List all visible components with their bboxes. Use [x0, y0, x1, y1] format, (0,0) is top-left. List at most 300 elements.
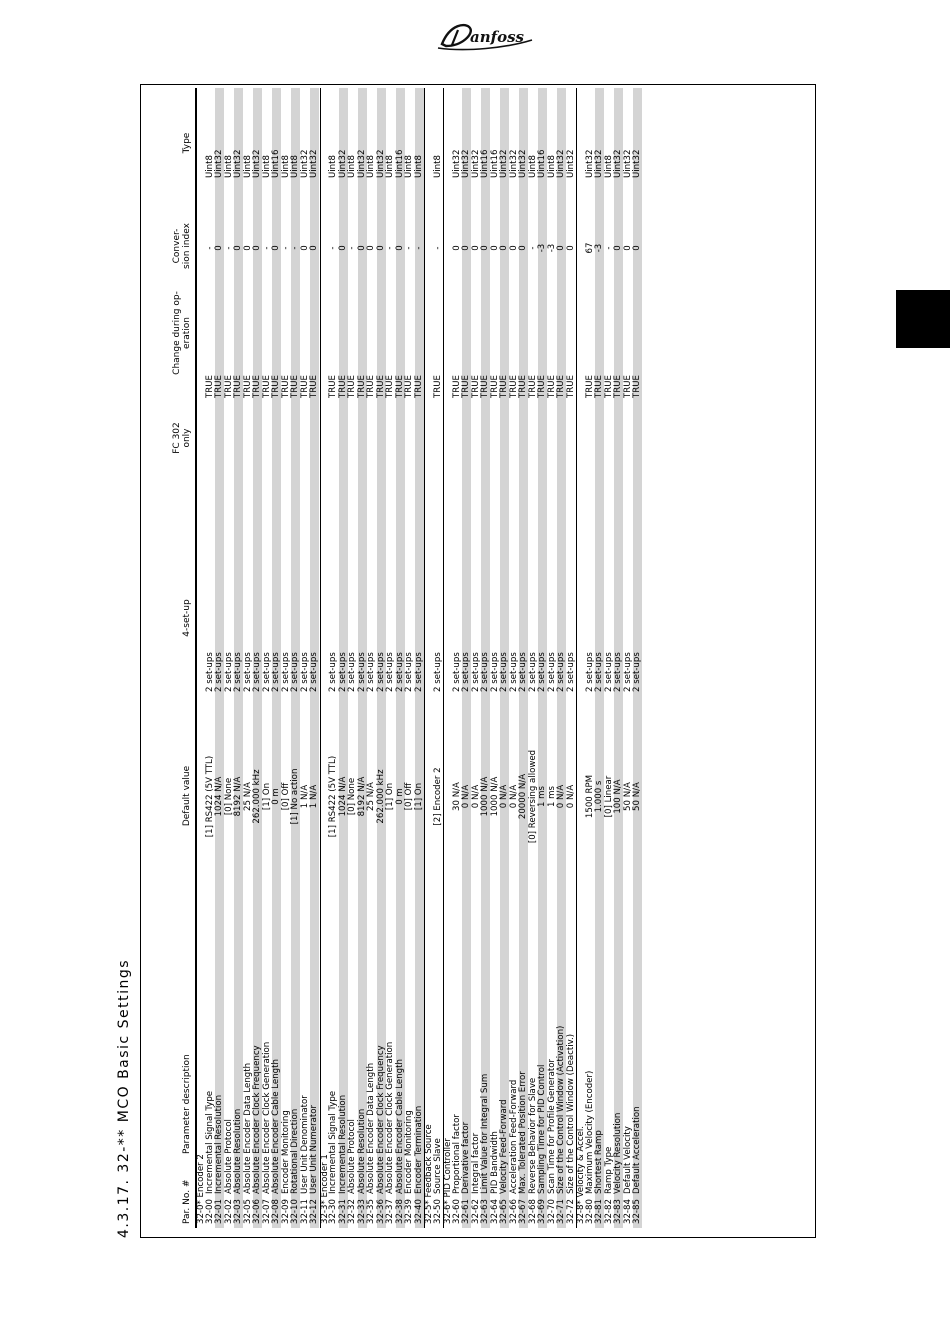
cell-setup: 2 set-ups	[252, 652, 262, 692]
cell-par-no: 32-82	[603, 1199, 614, 1224]
cell-setup: 2 set-ups	[223, 652, 234, 692]
cell-description: Rotational Direction	[290, 1108, 300, 1194]
cell-conversion-index: -	[328, 246, 338, 250]
cell-fc302	[614, 413, 623, 503]
header-par-no: Par. No. #	[181, 1179, 192, 1224]
cell-par-no: 32-61	[461, 1199, 471, 1224]
cell-setup: 2 set-ups	[499, 652, 509, 692]
cell-par-no: 32-84	[622, 1199, 633, 1224]
cell-change-during-op: TRUE	[404, 375, 414, 398]
cell-conversion-index: 67	[584, 242, 595, 254]
cell-default-value: 20000 N/A	[518, 773, 528, 820]
cell-fc302	[415, 413, 424, 503]
cell-fc302	[472, 413, 481, 503]
cell-type: Uint32	[451, 149, 462, 178]
cell-par-no: 32-09	[280, 1199, 291, 1224]
cell-fc302	[367, 413, 376, 503]
cell-setup: 2 set-ups	[233, 652, 243, 692]
cell-description: Encoder Termination	[413, 1105, 424, 1194]
table-row	[481, 88, 490, 1228]
cell-description: Absolute Encoder Data Length	[242, 1062, 253, 1194]
table-row	[614, 88, 623, 1228]
cell-type: Uint8	[261, 155, 272, 178]
header-type: Type	[181, 132, 192, 154]
cell-par-no: 32-10	[290, 1199, 300, 1224]
cell-conversion-index: 0	[309, 245, 319, 251]
cell-conversion-index: 0	[461, 245, 471, 251]
cell-description: Max. Tolerated Position Error	[518, 1071, 528, 1194]
cell-conversion-index: -3	[594, 243, 604, 253]
cell-type: Uint8	[328, 155, 338, 178]
cell-change-during-op: TRUE	[470, 375, 481, 398]
cell-change-during-op: TRUE	[451, 375, 462, 398]
cell-type: Uint32	[252, 149, 262, 178]
cell-par-no: 32-71	[556, 1199, 566, 1224]
cell-description: Absolute Resolution	[233, 1108, 243, 1194]
cell-conversion-index: 0	[565, 245, 576, 251]
cell-change-during-op: TRUE	[413, 375, 424, 398]
cell-default-value: 1 ms	[546, 785, 557, 808]
cell-fc302	[377, 413, 386, 503]
cell-setup: 2 set-ups	[356, 652, 367, 692]
cell-par-no: 32-30	[328, 1199, 338, 1224]
cell-change-during-op: TRUE	[461, 375, 471, 398]
cell-setup: 2 set-ups	[470, 652, 481, 692]
cell-fc302	[491, 413, 500, 503]
header-fc302-line1: FC 302	[172, 422, 183, 454]
cell-description: Ramp Type	[603, 1146, 614, 1194]
cell-par-no: 32-33	[356, 1199, 367, 1224]
group-label: 32-6* PID Controller	[443, 1138, 453, 1224]
cell-par-no: 32-08	[271, 1199, 281, 1224]
cell-conversion-index: 0	[451, 245, 462, 251]
cell-setup: 2 set-ups	[565, 652, 576, 692]
cell-par-no: 32-03	[233, 1199, 243, 1224]
cell-default-value: 0 N/A	[499, 784, 509, 809]
cell-setup: 2 set-ups	[613, 652, 623, 692]
cell-setup: 2 set-ups	[489, 652, 500, 692]
cell-type: Uint8	[347, 155, 357, 178]
cell-type: Uint16	[480, 149, 490, 178]
cell-type: Uint8	[204, 155, 215, 178]
table-row	[234, 88, 243, 1228]
cell-description: Derivative factor	[461, 1121, 471, 1194]
cell-type: Uint16	[394, 149, 405, 178]
cell-setup: 2 set-ups	[632, 652, 642, 692]
cell-conversion-index: 0	[394, 245, 405, 251]
cell-description: User Unit Numerator	[309, 1104, 319, 1194]
header-setup: 4-set-up	[181, 599, 192, 637]
table-row	[595, 88, 604, 1228]
cell-change-during-op: TRUE	[299, 375, 310, 398]
cell-type: Uint32	[233, 149, 243, 178]
cell-conversion-index: -	[603, 246, 614, 250]
cell-par-no: 32-31	[337, 1199, 348, 1224]
cell-setup: 2 set-ups	[394, 652, 405, 692]
cell-default-value: 1500 RPM	[584, 774, 595, 819]
cell-type: Uint8	[290, 155, 300, 178]
cell-description: Size of the Control Window (Activation)	[556, 1025, 566, 1194]
cell-fc302	[358, 413, 367, 503]
cell-par-no: 32-72	[565, 1199, 576, 1224]
group-row	[424, 88, 433, 1228]
cell-fc302	[234, 413, 243, 503]
cell-par-no: 32-64	[489, 1199, 500, 1224]
header-change	[173, 278, 192, 388]
cell-description: Absolute Encoder Cable Length	[271, 1059, 281, 1194]
cell-type: Uint16	[271, 149, 281, 178]
header-conversion	[173, 214, 192, 278]
cell-setup: 2 set-ups	[584, 652, 595, 692]
danfoss-logo	[436, 18, 534, 54]
cell-description: Velocity Feed-Forward	[499, 1099, 509, 1194]
cell-par-no: 32-62	[470, 1199, 481, 1224]
group-label: 32-8* Velocity & Accel.	[576, 1126, 586, 1224]
cell-setup: 2 set-ups	[204, 652, 215, 692]
cell-fc302	[301, 413, 310, 503]
cell-change-during-op: TRUE	[385, 375, 395, 398]
cell-default-value: 1 N/A	[309, 784, 319, 809]
cell-setup: 2 set-ups	[366, 652, 376, 692]
cell-type: Uint8	[413, 155, 424, 178]
cell-fc302	[462, 413, 471, 503]
cell-change-during-op: TRUE	[280, 375, 291, 398]
chapter-tab	[896, 290, 950, 348]
cell-default-value: 0 N/A	[565, 784, 576, 809]
cell-conversion-index: 0	[299, 245, 310, 251]
cell-description: Reverse Behavior for Slave	[527, 1077, 538, 1194]
cell-description: Incremental Resolution	[337, 1094, 348, 1194]
cell-par-no: 32-83	[613, 1199, 623, 1224]
cell-par-no: 32-66	[508, 1199, 519, 1224]
table-row	[215, 88, 224, 1228]
cell-setup: 2 set-ups	[214, 652, 224, 692]
cell-conversion-index: -	[432, 246, 443, 250]
cell-type: Uint32	[556, 149, 566, 178]
table-row	[291, 88, 300, 1228]
header-change-line1: Change during op-	[172, 291, 183, 375]
cell-change-during-op: TRUE	[233, 375, 243, 398]
cell-setup: 2 set-ups	[271, 652, 281, 692]
table-row	[557, 88, 566, 1228]
cell-default-value: 25 N/A	[366, 782, 376, 811]
cell-fc302	[538, 413, 547, 503]
cell-change-during-op: TRUE	[613, 375, 623, 398]
cell-conversion-index: 0	[632, 245, 642, 251]
cell-default-value: 1.000 s	[594, 780, 604, 813]
cell-fc302	[548, 413, 557, 503]
header-conv-line2: sion index	[181, 223, 192, 269]
cell-type: Uint16	[489, 149, 500, 178]
cell-description: Absolute Encoder Clock Generation	[385, 1041, 395, 1194]
cell-fc302	[348, 413, 357, 503]
cell-default-value: 100 N/A	[613, 779, 623, 814]
cell-type: Uint32	[518, 149, 528, 178]
cell-par-no: 32-01	[214, 1199, 224, 1224]
cell-conversion-index: -	[290, 246, 300, 250]
header-rule	[195, 88, 196, 1228]
table-row	[538, 88, 547, 1228]
cell-par-no: 32-05	[242, 1199, 253, 1224]
cell-setup: 2 set-ups	[337, 652, 348, 692]
cell-conversion-index: 0	[518, 245, 528, 251]
cell-par-no: 32-12	[309, 1199, 319, 1224]
cell-default-value: 30 N/A	[451, 782, 462, 811]
cell-default-value: 1024 N/A	[337, 776, 348, 817]
cell-description: Scan Time for Profile Generator	[546, 1058, 557, 1194]
cell-par-no: 32-37	[385, 1199, 395, 1224]
cell-par-no: 32-65	[499, 1199, 509, 1224]
cell-description: Encoder Monitoring	[280, 1110, 291, 1194]
cell-par-no: 32-50	[432, 1199, 443, 1224]
header-conv-line1: Conver-	[172, 228, 183, 264]
cell-par-no: 32-85	[632, 1199, 642, 1224]
cell-conversion-index: 0	[470, 245, 481, 251]
table-row	[567, 88, 576, 1228]
cell-par-no: 32-06	[252, 1199, 262, 1224]
cell-conversion-index: 0	[214, 245, 224, 251]
cell-description: Proportional factor	[451, 1114, 462, 1194]
logo-wordmark: anfoss	[470, 28, 524, 46]
table-row	[405, 88, 414, 1228]
cell-description: User Unit Denominator	[299, 1095, 310, 1194]
cell-change-during-op: TRUE	[290, 375, 300, 398]
cell-fc302	[481, 413, 490, 503]
cell-change-during-op: TRUE	[499, 375, 509, 398]
cell-fc302	[225, 413, 234, 503]
header-fc302	[173, 408, 192, 468]
cell-description: Integral factor	[470, 1132, 481, 1194]
cell-type: Uint8	[432, 155, 443, 178]
cell-default-value: [0] Off	[280, 782, 291, 811]
group-label: 32-0* Encoder 2	[196, 1154, 206, 1224]
cell-description: Absolute Encoder Clock Frequency	[252, 1045, 262, 1194]
table-row	[434, 88, 443, 1228]
cell-default-value: 1 ms	[537, 785, 547, 808]
cell-description: Default Velocity	[622, 1126, 633, 1194]
cell-setup: 2 set-ups	[527, 652, 538, 692]
cell-type: Uint32	[299, 149, 310, 178]
cell-setup: 2 set-ups	[622, 652, 633, 692]
cell-description: Absolute Encoder Cable Length	[394, 1059, 405, 1194]
cell-conversion-index: 0	[233, 245, 243, 251]
cell-description: Velocity Resolution	[613, 1112, 623, 1194]
cell-change-during-op: TRUE	[252, 375, 262, 398]
group-row	[196, 88, 205, 1228]
cell-type: Uint32	[499, 149, 509, 178]
cell-type: Uint8	[366, 155, 376, 178]
cell-fc302	[529, 413, 538, 503]
cell-fc302	[386, 413, 395, 503]
cell-conversion-index: -	[204, 246, 215, 250]
cell-par-no: 32-69	[537, 1199, 547, 1224]
cell-description: Incremental Resolution	[214, 1094, 224, 1194]
cell-type: Uint32	[214, 149, 224, 178]
cell-type: Uint32	[337, 149, 348, 178]
cell-par-no: 32-07	[261, 1199, 272, 1224]
cell-change-during-op: TRUE	[394, 375, 405, 398]
cell-fc302	[396, 413, 405, 503]
cell-change-during-op: TRUE	[223, 375, 234, 398]
cell-fc302	[586, 413, 595, 503]
cell-change-during-op: TRUE	[242, 375, 253, 398]
cell-setup: 2 set-ups	[404, 652, 414, 692]
cell-description: Absolute Protocol	[347, 1119, 357, 1194]
cell-default-value: 8192 N/A	[233, 776, 243, 817]
cell-setup: 2 set-ups	[432, 652, 443, 692]
cell-default-value: [1] On	[413, 782, 424, 811]
cell-par-no: 32-40	[413, 1199, 424, 1224]
cell-type: Uint32	[613, 149, 623, 178]
cell-description: PID Bandwidth	[489, 1131, 500, 1194]
cell-default-value: [0] None	[347, 777, 357, 816]
cell-fc302	[567, 413, 576, 503]
cell-conversion-index: 0	[480, 245, 490, 251]
cell-default-value: [0] Reversing allowed	[527, 749, 538, 844]
cell-description: Absolute Protocol	[223, 1119, 234, 1194]
cell-change-during-op: TRUE	[594, 375, 604, 398]
cell-change-during-op: TRUE	[537, 375, 547, 398]
cell-default-value: 8192 N/A	[356, 776, 367, 817]
cell-change-during-op: TRUE	[432, 375, 443, 398]
cell-fc302	[339, 413, 348, 503]
cell-fc302	[310, 413, 319, 503]
cell-description: Incremental Signal Type	[204, 1090, 215, 1194]
cell-default-value: [0] Linear	[603, 775, 614, 818]
group-label: 32-5* Feedback Source	[424, 1124, 434, 1224]
cell-fc302	[519, 413, 528, 503]
cell-par-no: 32-32	[347, 1199, 357, 1224]
header-default: Default value	[181, 765, 192, 827]
cell-change-during-op: TRUE	[375, 375, 386, 398]
cell-type: Uint32	[565, 149, 576, 178]
table-row	[633, 88, 642, 1228]
header-change-line2: eration	[181, 317, 192, 349]
table-row	[310, 88, 319, 1228]
cell-change-during-op: TRUE	[565, 375, 576, 398]
cell-description: Size of the Control Window (Deactiv.)	[565, 1033, 576, 1194]
cell-fc302	[595, 413, 604, 503]
cell-conversion-index: 0	[252, 245, 262, 251]
cell-change-during-op: TRUE	[603, 375, 614, 398]
cell-change-during-op: TRUE	[622, 375, 633, 398]
cell-change-during-op: TRUE	[556, 375, 566, 398]
cell-type: Uint32	[461, 149, 471, 178]
cell-fc302	[500, 413, 509, 503]
cell-fc302	[453, 413, 462, 503]
cell-change-during-op: TRUE	[518, 375, 528, 398]
cell-change-during-op: TRUE	[508, 375, 519, 398]
cell-description: Default Acceleration	[632, 1106, 642, 1194]
cell-fc302	[624, 413, 633, 503]
cell-conversion-index: 0	[375, 245, 386, 251]
cell-fc302	[605, 413, 614, 503]
cell-change-during-op: TRUE	[546, 375, 557, 398]
cell-description: Absolute Encoder Clock Frequency	[375, 1045, 386, 1194]
cell-par-no: 32-36	[375, 1199, 386, 1224]
cell-default-value: [1] On	[385, 782, 395, 811]
table-row	[367, 88, 376, 1228]
cell-description: Encoder Monitoring	[404, 1110, 414, 1194]
cell-change-during-op: TRUE	[337, 375, 348, 398]
cell-default-value: 1 N/A	[299, 784, 310, 809]
cell-setup: 2 set-ups	[413, 652, 424, 692]
cell-change-during-op: TRUE	[356, 375, 367, 398]
cell-type: Uint8	[242, 155, 253, 178]
cell-setup: 2 set-ups	[508, 652, 519, 692]
cell-change-during-op: TRUE	[527, 375, 538, 398]
cell-type: Uint8	[223, 155, 234, 178]
cell-default-value: 0 N/A	[461, 784, 471, 809]
cell-par-no: 32-11	[299, 1199, 310, 1224]
cell-conversion-index: -3	[537, 243, 547, 253]
cell-change-during-op: TRUE	[584, 375, 595, 398]
cell-setup: 2 set-ups	[261, 652, 272, 692]
cell-par-no: 32-60	[451, 1199, 462, 1224]
cell-description: Acceleration Feed-Forward	[508, 1079, 519, 1194]
cell-description: Incremental Signal Type	[328, 1090, 338, 1194]
cell-conversion-index: -	[280, 246, 291, 250]
cell-fc302	[244, 413, 253, 503]
cell-type: Uint32	[594, 149, 604, 178]
cell-conversion-index: 0	[366, 245, 376, 251]
cell-conversion-index: 0	[622, 245, 633, 251]
cell-setup: 2 set-ups	[556, 652, 566, 692]
cell-conversion-index: 0	[556, 245, 566, 251]
cell-par-no: 32-70	[546, 1199, 557, 1224]
cell-setup: 2 set-ups	[309, 652, 319, 692]
cell-conversion-index: -	[223, 246, 234, 250]
cell-default-value: [1] RS422 (5V TTL)	[204, 755, 215, 838]
cell-conversion-index: 0	[271, 245, 281, 251]
cell-conversion-index: 0	[508, 245, 519, 251]
group-label: 32-3* Encoder 1	[319, 1154, 330, 1224]
cell-setup: 2 set-ups	[299, 652, 310, 692]
table-row	[329, 88, 338, 1228]
cell-fc302	[206, 413, 215, 503]
cell-par-no: 32-02	[223, 1199, 234, 1224]
cell-setup: 2 set-ups	[242, 652, 253, 692]
cell-default-value: 50 N/A	[622, 782, 633, 811]
cell-setup: 2 set-ups	[280, 652, 291, 692]
cell-type: Uint32	[470, 149, 481, 178]
table-row	[272, 88, 281, 1228]
cell-conversion-index: 0	[489, 245, 500, 251]
cell-change-during-op: TRUE	[261, 375, 272, 398]
cell-conversion-index: 0	[337, 245, 348, 251]
cell-par-no: 32-80	[584, 1199, 595, 1224]
cell-type: Uint32	[584, 149, 595, 178]
cell-par-no: 32-67	[518, 1199, 528, 1224]
cell-fc302	[434, 413, 443, 503]
cell-fc302	[405, 413, 414, 503]
cell-fc302	[633, 413, 642, 503]
cell-setup: 2 set-ups	[375, 652, 386, 692]
section-title: 4.3.17. 32-** MCO Basic Settings	[116, 958, 132, 1238]
cell-par-no: 32-38	[394, 1199, 405, 1224]
cell-default-value: 50 N/A	[632, 782, 642, 811]
cell-conversion-index: -	[527, 246, 538, 250]
cell-type: Uint16	[537, 149, 547, 178]
cell-default-value: 1000 N/A	[480, 776, 490, 817]
cell-default-value: 1024 N/A	[214, 776, 224, 817]
cell-type: Uint32	[508, 149, 519, 178]
cell-change-during-op: TRUE	[271, 375, 281, 398]
cell-setup: 2 set-ups	[347, 652, 357, 692]
group-row	[576, 88, 585, 1228]
table-header	[170, 88, 192, 1228]
cell-default-value: [1] No action	[290, 768, 300, 825]
